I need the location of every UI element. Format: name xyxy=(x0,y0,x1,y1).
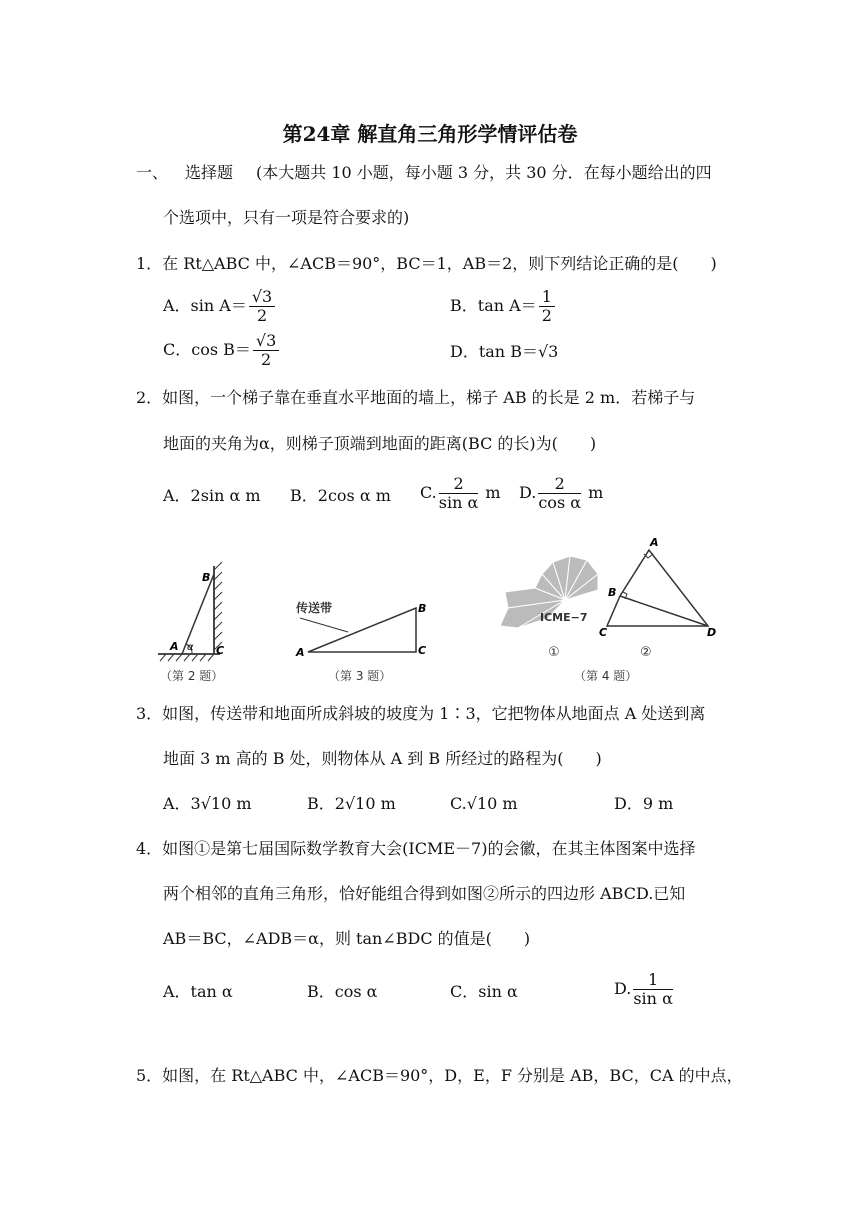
q4-option-a: A．tan α xyxy=(163,982,233,1001)
fig4-quadrilateral xyxy=(607,550,708,626)
q5-line1: 5．如图，在 Rt△ABC 中，∠ACB＝90°，D，E，F 分别是 AB，BC，CA 的中点， xyxy=(136,1066,743,1085)
figure-4 xyxy=(500,536,716,683)
q2-line1: 2．如图，一个梯子靠在垂直水平地面的墙上，梯子 AB 的长是 2 m．若梯子与 xyxy=(136,388,696,407)
q2-option-c-den: sin α xyxy=(438,493,479,512)
fig2-wall-hatch xyxy=(214,562,222,650)
fig4-label-a: A xyxy=(650,536,659,549)
fig4-label-b: B xyxy=(608,586,617,599)
fig2-ground-hatch xyxy=(160,654,214,661)
fig3-conveyor-label: 传送带 xyxy=(296,601,333,615)
q1-option-b xyxy=(450,288,557,325)
q4-line3: AB＝BC，∠ADB＝α，则 tan∠BDC 的值是( ) xyxy=(163,929,531,948)
q3-option-d: D．9 m xyxy=(614,794,674,813)
q4-line2: 两个相邻的直角三角形，恰好能组合得到如图②所示的四边形 ABCD.已知 xyxy=(163,884,686,903)
page-title: 第24章 解直角三角形学情评估卷 xyxy=(282,122,578,146)
q1-option-c-prefix: C．cos B＝ xyxy=(163,340,251,359)
q1-option-c-num: √3 xyxy=(253,332,279,351)
fig4-label-d: D xyxy=(707,626,717,639)
fig2-label-alpha: α xyxy=(187,642,194,653)
q2-option-c-num: 2 xyxy=(439,475,479,494)
section-desc-line2: 个选项中，只有一项是符合要求的) xyxy=(163,208,410,227)
q2-option-d-unit: m xyxy=(588,483,604,502)
fig3-caption: （第 3 题） xyxy=(328,669,392,683)
section-number: 一、 xyxy=(136,163,169,182)
q1-option-a-num: √3 xyxy=(249,288,275,307)
q2-option-d-num: 2 xyxy=(538,475,581,494)
q3-line1: 3．如图，传送带和地面所成斜坡的坡度为 1∶3，它把物体从地面点 A 处送到离 xyxy=(136,704,706,723)
q2-option-c-prefix: C. xyxy=(420,483,437,502)
section-name: 选择题 xyxy=(185,163,234,182)
fig3-label-b: B xyxy=(418,602,427,615)
fig4-icme-label: ICME−7 xyxy=(540,611,588,624)
q2-option-c xyxy=(420,475,501,512)
q1-option-a xyxy=(163,288,277,325)
q4-option-d-den: sin α xyxy=(633,989,673,1008)
fig3-label-c: C xyxy=(418,644,427,657)
fig4-caption: （第 4 题） xyxy=(574,669,638,683)
q2-line2: 地面的夹角为α，则梯子顶端到地面的距离(BC 的长)为( ) xyxy=(163,434,597,453)
fig4-label-c: C xyxy=(599,626,608,639)
fig4-circle-2: ② xyxy=(640,645,652,660)
q3-option-a: A．3√10 m xyxy=(163,794,252,813)
q2-option-d-den: cos α xyxy=(538,493,582,512)
q2-option-a: A．2sin α m xyxy=(163,486,261,505)
q1-option-a-prefix: A．sin A＝ xyxy=(163,296,247,315)
q4-line1: 4．如图①是第七届国际数学教育大会(ICME－7)的会徽，在其主体图案中选择 xyxy=(136,839,696,858)
q1-option-b-den: 2 xyxy=(541,306,552,325)
q1-option-b-num: 1 xyxy=(539,288,555,307)
q2-option-d xyxy=(519,475,603,512)
figure-3-conveyor xyxy=(295,600,426,683)
fig2-caption: （第 2 题） xyxy=(160,669,224,683)
q2-option-b: B．2cos α m xyxy=(290,486,391,505)
q4-option-d-prefix: D. xyxy=(614,979,632,998)
q1-option-c-den: 2 xyxy=(261,350,272,369)
q4-option-c: C．sin α xyxy=(450,982,518,1001)
q1-stem: 1．在 Rt△ABC 中，∠ACB＝90°，BC＝1，AB＝2，则下列结论正确的是( ) xyxy=(136,254,717,273)
section-desc-line1: (本大题共 10 小题，每小题 3 分，共 30 分．在每小题给出的四 xyxy=(256,163,712,182)
q4-option-b: B．cos α xyxy=(307,982,378,1001)
q2-option-d-prefix: D. xyxy=(519,483,537,502)
q2-option-c-unit: m xyxy=(485,483,501,502)
fig3-label-a: A xyxy=(296,646,305,659)
fig3-pointer-line xyxy=(300,618,348,632)
q3-option-c: C.√10 m xyxy=(450,794,518,813)
fig4-diagonal-bd xyxy=(620,596,708,626)
figures-row xyxy=(150,530,740,690)
fig2-label-c: C xyxy=(216,644,225,657)
q4-option-d xyxy=(614,971,675,1008)
q4-option-d-num: 1 xyxy=(633,971,673,990)
fig4-circle-1: ① xyxy=(548,645,560,660)
q1-option-a-den: 2 xyxy=(256,306,268,325)
q1-option-b-prefix: B．tan A＝ xyxy=(450,296,537,315)
figure-2-ladder xyxy=(158,562,224,683)
fig2-label-a: A xyxy=(170,640,179,653)
q1-option-c xyxy=(163,332,281,369)
q3-line2: 地面 3 m 高的 B 处，则物体从 A 到 B 所经过的路程为( ) xyxy=(163,749,602,768)
q3-option-b: B．2√10 m xyxy=(307,794,396,813)
fig2-label-b: B xyxy=(202,571,211,584)
q1-option-d: D．tan B＝√3 xyxy=(450,342,559,361)
